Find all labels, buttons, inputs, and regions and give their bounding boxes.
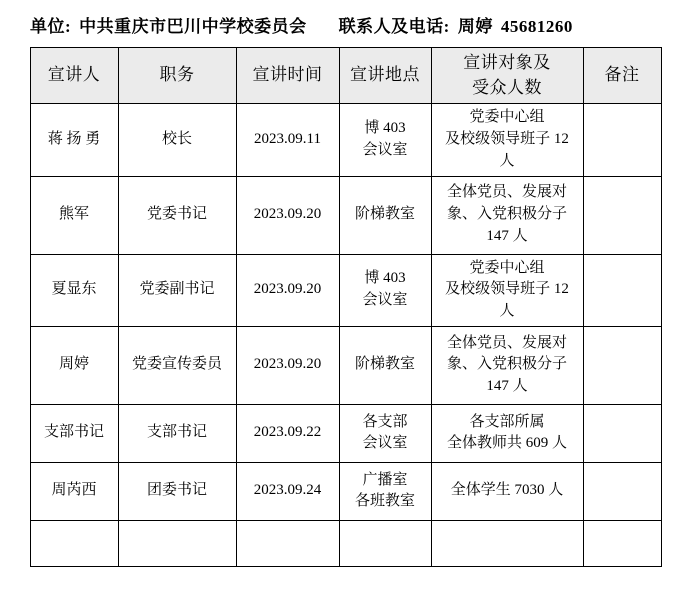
cell-speaker: 周婷 xyxy=(30,326,118,404)
column-header-time: 宣讲时间 xyxy=(236,48,339,104)
cell-speaker: 周芮西 xyxy=(30,462,118,520)
cell-audience: 全体党员、发展对 象、入党积极分子 147 人 xyxy=(431,326,583,404)
table-header-row xyxy=(30,48,661,104)
speech-schedule-table xyxy=(30,47,662,567)
contact-field xyxy=(339,12,573,37)
cell-time: 2023.09.20 xyxy=(236,254,339,326)
table-row xyxy=(30,462,661,520)
cell-audience: 全体学生 7030 人 xyxy=(431,462,583,520)
cell-time xyxy=(236,520,339,566)
table-row xyxy=(30,176,661,254)
cell-post: 党委副书记 xyxy=(118,254,236,326)
cell-time: 2023.09.11 xyxy=(236,104,339,176)
cell-audience xyxy=(431,520,583,566)
cell-post: 党委书记 xyxy=(118,176,236,254)
cell-post: 党委宣传委员 xyxy=(118,326,236,404)
table-row xyxy=(30,404,661,462)
unit-field xyxy=(30,12,307,37)
cell-time: 2023.09.20 xyxy=(236,326,339,404)
cell-remark xyxy=(583,404,661,462)
cell-remark xyxy=(583,254,661,326)
column-header-place: 宣讲地点 xyxy=(339,48,431,104)
cell-place: 阶梯教室 xyxy=(339,176,431,254)
cell-speaker xyxy=(30,520,118,566)
cell-remark xyxy=(583,176,661,254)
unit-label: 单位: xyxy=(30,17,72,36)
cell-remark xyxy=(583,462,661,520)
cell-speaker: 蒋 扬 勇 xyxy=(30,104,118,176)
cell-place: 广播室 各班教室 xyxy=(339,462,431,520)
cell-time: 2023.09.22 xyxy=(236,404,339,462)
cell-speaker: 支部书记 xyxy=(30,404,118,462)
cell-place: 博 403 会议室 xyxy=(339,254,431,326)
cell-speaker: 熊军 xyxy=(30,176,118,254)
column-header-speaker: 宣讲人 xyxy=(30,48,118,104)
column-header-post: 职务 xyxy=(118,48,236,104)
cell-place xyxy=(339,520,431,566)
cell-remark xyxy=(583,326,661,404)
table-header xyxy=(30,48,661,104)
table-body xyxy=(30,104,661,567)
cell-audience: 党委中心组 及校级领导班子 12 人 xyxy=(431,104,583,176)
cell-audience: 党委中心组 及校级领导班子 12 人 xyxy=(431,254,583,326)
cell-remark xyxy=(583,104,661,176)
document-header xyxy=(0,0,691,47)
column-header-remark: 备注 xyxy=(583,48,661,104)
contact-label: 联系人及电话: xyxy=(338,17,450,36)
cell-post: 团委书记 xyxy=(118,462,236,520)
contact-name: 周婷 xyxy=(457,17,493,36)
cell-post: 校长 xyxy=(118,104,236,176)
table-row xyxy=(30,254,661,326)
cell-audience: 全体党员、发展对 象、入党积极分子 147 人 xyxy=(431,176,583,254)
cell-post: 支部书记 xyxy=(118,404,236,462)
cell-audience: 各支部所属 全体教师共 609 人 xyxy=(431,404,583,462)
cell-place: 各支部 会议室 xyxy=(339,404,431,462)
table-row xyxy=(30,104,661,176)
table-row xyxy=(30,520,661,566)
cell-time: 2023.09.24 xyxy=(236,462,339,520)
contact-phone: 45681260 xyxy=(500,17,573,36)
cell-time: 2023.09.20 xyxy=(236,176,339,254)
table-row xyxy=(30,326,661,404)
cell-remark xyxy=(583,520,661,566)
cell-place: 阶梯教室 xyxy=(339,326,431,404)
column-header-audience: 宣讲对象及 受众人数 xyxy=(431,48,583,104)
cell-post xyxy=(118,520,236,566)
cell-speaker: 夏显东 xyxy=(30,254,118,326)
cell-place: 博 403 会议室 xyxy=(339,104,431,176)
unit-value: 中共重庆市巴川中学校委员会 xyxy=(79,17,307,36)
